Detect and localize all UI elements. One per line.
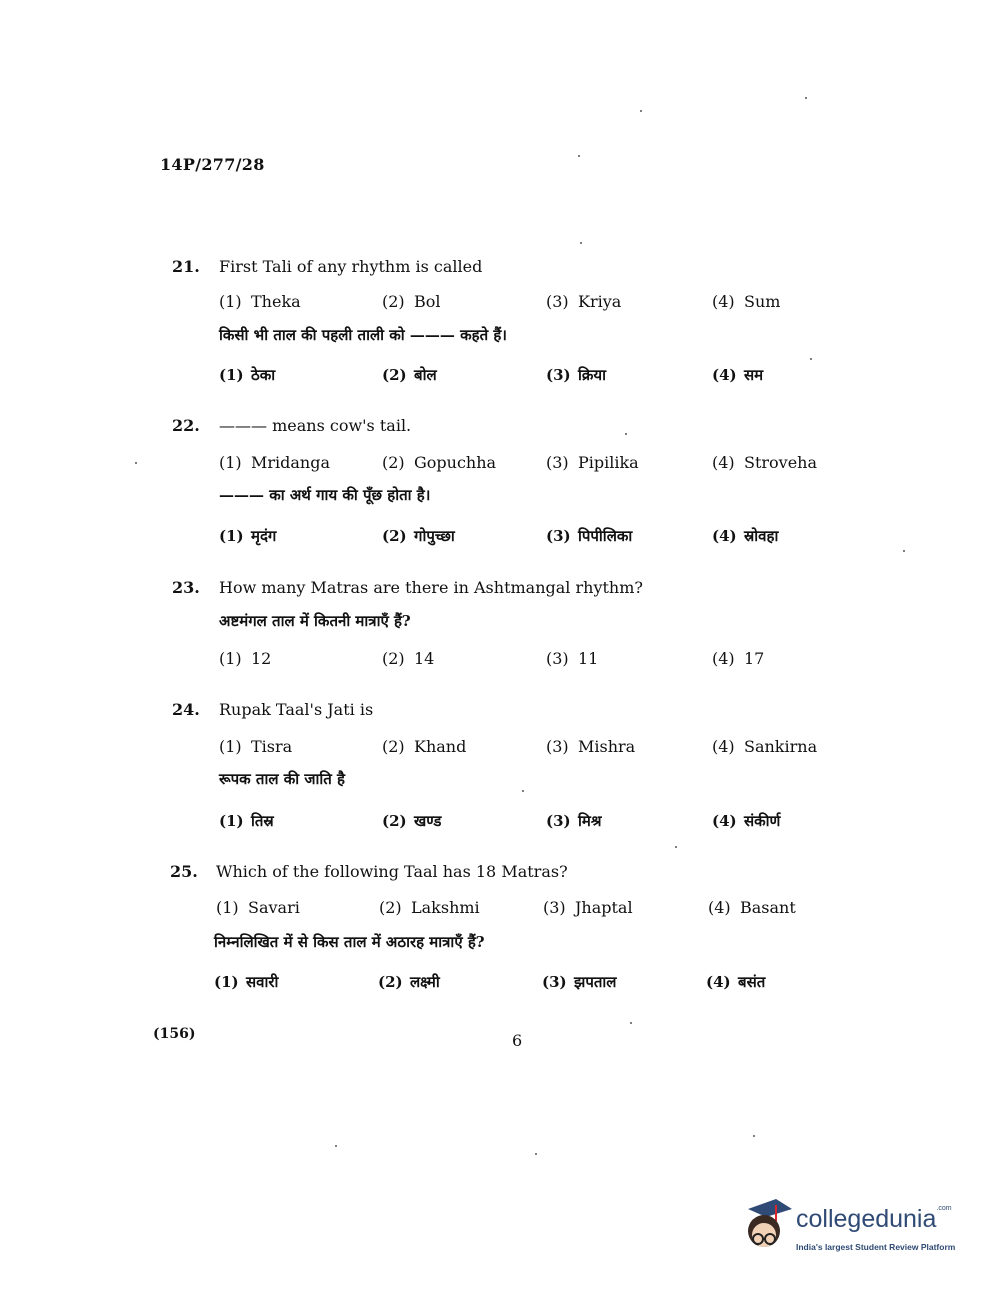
logo-tagline: India's largest Student Review Platform bbox=[796, 1242, 956, 1252]
options-hi bbox=[0, 365, 993, 387]
option-text: Sankirna bbox=[744, 737, 818, 756]
option-num: (1) bbox=[219, 649, 242, 668]
option-num: (4) bbox=[712, 453, 735, 472]
option-text: Stroveha bbox=[744, 453, 818, 472]
paper-code: 14P/277/28 bbox=[160, 155, 265, 174]
scan-speck bbox=[335, 1145, 337, 1147]
option-3 bbox=[546, 737, 635, 756]
option-text: Bol bbox=[414, 292, 441, 311]
option-1 bbox=[216, 898, 300, 917]
option-text: Basant bbox=[740, 898, 796, 917]
option-text: स्रोवहा bbox=[744, 527, 779, 545]
option-4 bbox=[712, 365, 763, 385]
option-1 bbox=[219, 811, 274, 831]
question-text-hi: किसी भी ताल की पहली ताली को ——— कहते हैं। bbox=[219, 326, 507, 344]
option-text: Gopuchha bbox=[414, 453, 497, 472]
option-num: (4) bbox=[712, 527, 737, 545]
scan-speck bbox=[535, 1153, 537, 1155]
option-num: (3) bbox=[546, 292, 569, 311]
options-en bbox=[0, 898, 993, 920]
option-num: (4) bbox=[712, 649, 735, 668]
option-text: Theka bbox=[251, 292, 301, 311]
option-2 bbox=[379, 898, 480, 917]
option-num: (3) bbox=[546, 366, 571, 384]
option-4 bbox=[712, 526, 778, 546]
option-text: 17 bbox=[744, 649, 765, 668]
question-text-en: ——— means cow's tail. bbox=[219, 416, 412, 435]
option-text: बसंत bbox=[738, 973, 766, 991]
option-num: (1) bbox=[219, 453, 242, 472]
option-3 bbox=[546, 811, 601, 831]
option-3 bbox=[546, 453, 639, 472]
option-2 bbox=[382, 292, 441, 311]
question-text-en: Rupak Taal's Jati is bbox=[219, 700, 374, 719]
option-1 bbox=[219, 365, 275, 385]
option-num: (3) bbox=[546, 737, 569, 756]
option-num: (2) bbox=[382, 366, 407, 384]
option-text: पिपीलिका bbox=[578, 527, 633, 545]
option-text: मृदंग bbox=[251, 527, 277, 545]
option-1 bbox=[219, 649, 271, 668]
option-1 bbox=[219, 737, 292, 756]
option-text: Tisra bbox=[251, 737, 293, 756]
question-number: 25. bbox=[170, 862, 198, 881]
option-4 bbox=[712, 292, 780, 311]
option-text: Mridanga bbox=[251, 453, 331, 472]
scan-speck bbox=[640, 110, 642, 112]
option-text: गोपुच्छा bbox=[414, 527, 455, 545]
option-num: (3) bbox=[543, 898, 566, 917]
collegedunia-logo bbox=[738, 1195, 968, 1265]
option-num: (1) bbox=[219, 292, 242, 311]
scan-speck bbox=[580, 242, 582, 244]
option-2 bbox=[382, 649, 434, 668]
logo-wordmark bbox=[796, 1205, 952, 1234]
question-number: 23. bbox=[172, 578, 200, 597]
option-num: (2) bbox=[382, 812, 407, 830]
option-2 bbox=[382, 526, 455, 546]
question-text-en: Which of the following Taal has 18 Matras? bbox=[216, 862, 568, 881]
question-text-hi: अष्टमंगल ताल में कितनी मात्राएँ हैं? bbox=[219, 612, 411, 630]
option-text: 14 bbox=[414, 649, 435, 668]
option-1 bbox=[214, 972, 278, 992]
option-text: सम bbox=[744, 366, 764, 384]
option-3 bbox=[542, 972, 616, 992]
option-text: झपताल bbox=[574, 973, 617, 991]
option-text: क्रिया bbox=[578, 366, 606, 384]
option-num: (1) bbox=[214, 973, 239, 991]
options-hi bbox=[0, 526, 993, 548]
options-en bbox=[0, 292, 993, 314]
option-text: मिश्र bbox=[578, 812, 602, 830]
option-text: बोल bbox=[414, 366, 437, 384]
option-text: Mishra bbox=[578, 737, 636, 756]
option-num: (1) bbox=[219, 366, 244, 384]
option-text: Khand bbox=[414, 737, 467, 756]
option-3 bbox=[543, 898, 633, 917]
option-num: (1) bbox=[219, 737, 242, 756]
options-hi bbox=[0, 811, 993, 833]
option-num: (2) bbox=[382, 292, 405, 311]
option-3 bbox=[546, 365, 606, 385]
option-num: (3) bbox=[542, 973, 567, 991]
scan-speck bbox=[625, 433, 627, 435]
option-num: (2) bbox=[382, 737, 405, 756]
option-3 bbox=[546, 649, 598, 668]
question-number: 24. bbox=[172, 700, 200, 719]
option-text: संकीर्ण bbox=[744, 812, 781, 830]
option-4 bbox=[706, 972, 765, 992]
option-2 bbox=[382, 365, 437, 385]
option-text: खण्ड bbox=[414, 812, 442, 830]
option-3 bbox=[546, 292, 621, 311]
option-num: (2) bbox=[379, 898, 402, 917]
question-text-hi: ——— का अर्थ गाय की पूँछ होता है। bbox=[219, 486, 431, 504]
option-2 bbox=[382, 453, 496, 472]
option-num: (1) bbox=[219, 527, 244, 545]
option-num: (3) bbox=[546, 527, 571, 545]
scan-speck bbox=[578, 155, 580, 157]
scan-speck bbox=[753, 1135, 755, 1137]
scan-speck bbox=[675, 846, 677, 848]
question-text-hi: रूपक ताल की जाति है bbox=[219, 770, 346, 788]
option-4 bbox=[712, 649, 764, 668]
scan-speck bbox=[810, 358, 812, 360]
option-text: लक्ष्मी bbox=[410, 973, 440, 991]
logo-name: collegedunia bbox=[796, 1205, 937, 1233]
footer-code: (156) bbox=[153, 1026, 196, 1042]
option-4 bbox=[708, 898, 796, 917]
option-2 bbox=[382, 811, 441, 831]
option-text: 12 bbox=[251, 649, 272, 668]
option-text: Lakshmi bbox=[411, 898, 480, 917]
option-num: (4) bbox=[708, 898, 731, 917]
option-num: (3) bbox=[546, 812, 571, 830]
option-text: तिस्र bbox=[251, 812, 274, 830]
option-1 bbox=[219, 526, 276, 546]
option-text: Sum bbox=[744, 292, 781, 311]
scan-speck bbox=[630, 1022, 632, 1024]
options-hi bbox=[0, 972, 993, 994]
option-num: (4) bbox=[712, 812, 737, 830]
option-1 bbox=[219, 453, 330, 472]
option-num: (3) bbox=[546, 649, 569, 668]
option-4 bbox=[712, 811, 780, 831]
option-num: (4) bbox=[712, 292, 735, 311]
question-number: 21. bbox=[172, 257, 200, 276]
question-number: 22. bbox=[172, 416, 200, 435]
option-1 bbox=[219, 292, 301, 311]
option-2 bbox=[382, 737, 466, 756]
option-num: (1) bbox=[216, 898, 239, 917]
option-4 bbox=[712, 453, 817, 472]
option-text: 11 bbox=[578, 649, 599, 668]
question-text-en: How many Matras are there in Ashtmangal rhythm? bbox=[219, 578, 643, 597]
page-number: 6 bbox=[512, 1031, 523, 1050]
option-2 bbox=[378, 972, 440, 992]
option-num: (1) bbox=[219, 812, 244, 830]
scan-speck bbox=[135, 462, 137, 464]
mascot-icon bbox=[738, 1195, 794, 1259]
option-num: (3) bbox=[546, 453, 569, 472]
scan-speck bbox=[522, 790, 524, 792]
question-text-en: First Tali of any rhythm is called bbox=[219, 257, 483, 276]
option-text: सवारी bbox=[246, 973, 279, 991]
option-text: Kriya bbox=[578, 292, 622, 311]
option-num: (4) bbox=[712, 737, 735, 756]
options bbox=[0, 649, 993, 671]
option-num: (2) bbox=[382, 527, 407, 545]
option-num: (2) bbox=[382, 649, 405, 668]
option-3 bbox=[546, 526, 632, 546]
option-num: (2) bbox=[382, 453, 405, 472]
option-num: (2) bbox=[378, 973, 403, 991]
scan-speck bbox=[903, 550, 905, 552]
option-text: ठेका bbox=[251, 366, 276, 384]
options-en bbox=[0, 737, 993, 759]
option-4 bbox=[712, 737, 817, 756]
option-text: Jhaptal bbox=[575, 898, 633, 917]
options-en bbox=[0, 453, 993, 475]
question-text-hi: निम्नलिखित में से किस ताल में अठारह मात्राएँ हैं? bbox=[214, 933, 485, 951]
option-text: Savari bbox=[248, 898, 300, 917]
option-num: (4) bbox=[712, 366, 737, 384]
option-num: (4) bbox=[706, 973, 731, 991]
logo-suffix: .com bbox=[936, 1205, 952, 1212]
scan-speck bbox=[805, 97, 807, 99]
option-text: Pipilika bbox=[578, 453, 639, 472]
